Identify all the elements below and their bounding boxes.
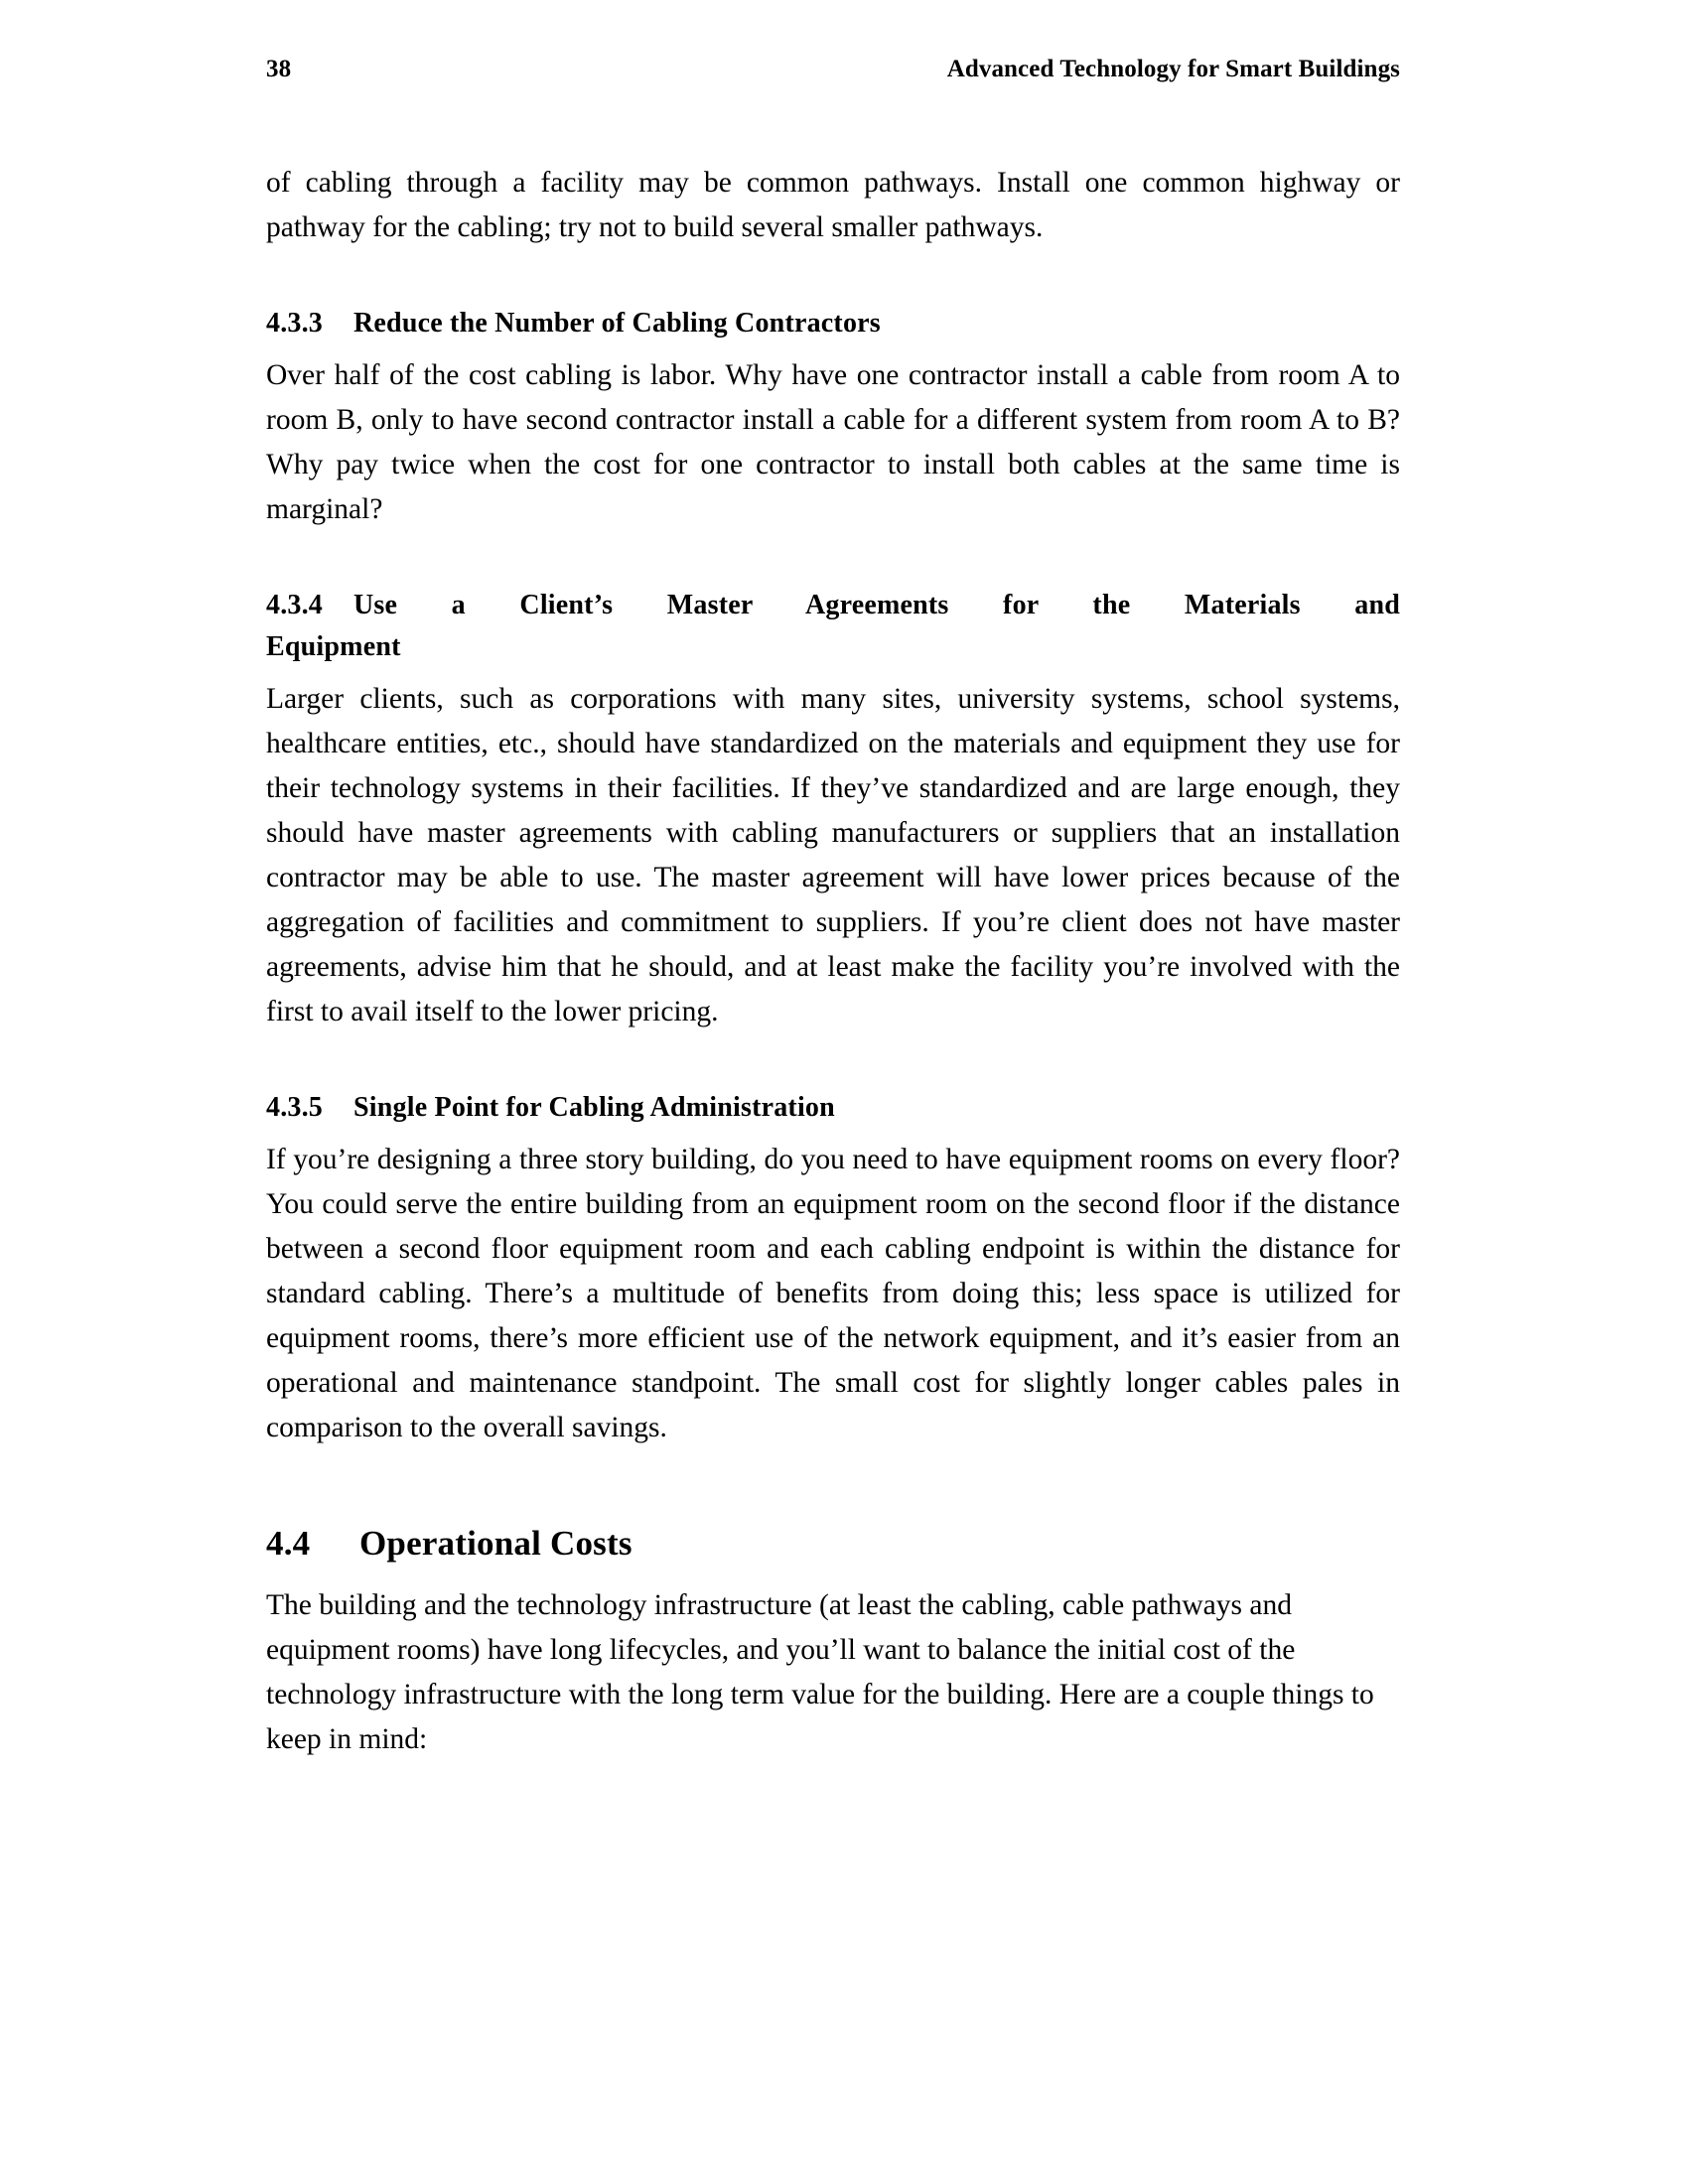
page-body: [266, 161, 1400, 1762]
paragraph-4-3-3: Over half of the cost cabling is labor. Why have one contractor install a cable from room A to room B, only to have second contractor install a cable for a different system from room A to B? Why pay twice when the cost for one contractor to install both cables at the same time is marginal?: [266, 359, 1400, 525]
spacer: [266, 532, 1400, 585]
spacer: [266, 1450, 1400, 1520]
spacer: [266, 344, 1400, 353]
heading-4-3-4: [266, 585, 1400, 668]
spacer: [266, 250, 1400, 303]
spacer: [266, 668, 1400, 677]
running-head: [266, 56, 1400, 83]
heading-4-3-3-title: Reduce the Number of Cabling Contractors: [353, 308, 881, 339]
spacer: [266, 1034, 1400, 1087]
paragraph-4-3-4: Larger clients, such as corporations with many sites, university systems, school systems, healthcare entities, etc., should have standardized on the materials and equipment they use for their technology systems in their facilities. If they’ve standardized and are large enough, they should have master agreements with cabling manufacturers or suppliers that an installation contractor may be able to use. The master agreement will have lower prices because of the aggregation of facilities and commitment to suppliers. If you’re client does not have master agreements, advise him that he should, and at least make the facility you’re involved with the first to avail itself to the lower pricing.: [266, 683, 1400, 1027]
heading-4-3-4-line-1: [266, 585, 1400, 626]
heading-4-3-5-title: Single Point for Cabling Administration: [353, 1092, 835, 1123]
paragraph-4-3-5: If you’re designing a three story building, do you need to have equipment rooms on every floor? You could serve the entire building from an equipment room on the second floor if the distance between a second floor equipment room and each cabling endpoint is within the distance for standard cabling. There’s a multitude of benefits from doing this; less space is utilized for equipment rooms, there’s more efficient use of the network equipment, and it’s easier from an operational and maintenance standpoint. The small cost for slightly longer cables pales in comparison to the overall savings.: [266, 1144, 1400, 1443]
heading-4-4: [266, 1520, 1400, 1568]
paragraph-4-4: The building and the technology infrastructure (at least the cabling, cable pathways and equipment rooms) have long lifecycles, and you’ll want to balance the initial cost of the technology infrastructure with the long term value for the building. Here are a couple things to keep in mind:: [266, 1589, 1374, 1755]
heading-4-3-3-number: 4.3.3: [266, 308, 323, 339]
heading-4-3-4-number: 4.3.4: [266, 590, 323, 620]
page-number: 38: [266, 56, 292, 82]
heading-4-3-4-line-2: Equipment: [266, 631, 401, 662]
heading-4-3-3: [266, 303, 1400, 344]
heading-4-3-5: [266, 1087, 1400, 1129]
book-title: Advanced Technology for Smart Buildings: [946, 56, 1400, 82]
heading-4-4-title: Operational Costs: [359, 1524, 633, 1563]
heading-4-4-number: 4.4: [266, 1524, 311, 1563]
intro-paragraph: of cabling through a facility may be common pathways. Install one common highway or pathway for the cabling; try not to build several smaller pathways.: [266, 167, 1400, 243]
spacer: [266, 1568, 1400, 1583]
spacer: [266, 1129, 1400, 1138]
heading-4-3-4-title-line-1: Use a Client’s Master Agreements for the Materials and: [353, 590, 1400, 620]
heading-4-3-5-number: 4.3.5: [266, 1092, 323, 1123]
